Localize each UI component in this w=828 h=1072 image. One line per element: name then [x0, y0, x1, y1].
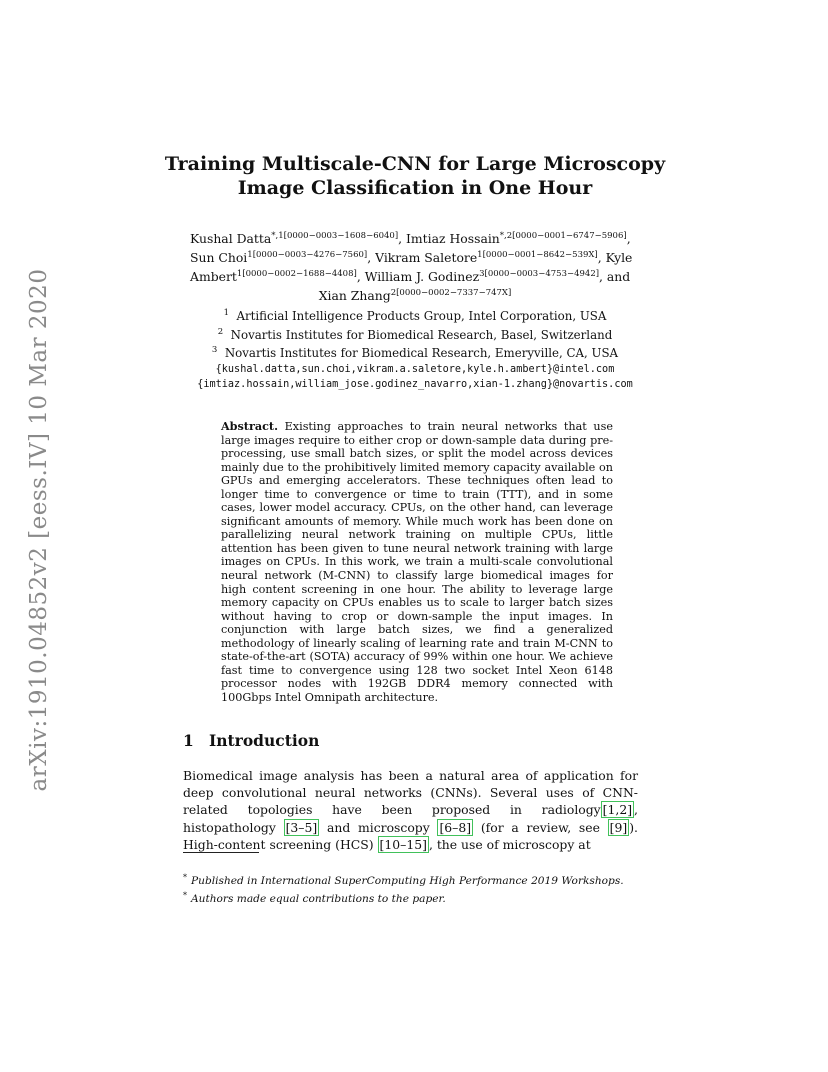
author-name: , Vikram Saletore [367, 250, 478, 265]
arxiv-sidebar [22, 268, 56, 792]
author-list [190, 228, 640, 304]
paragraph-text: (for a review, see [473, 819, 608, 835]
author-orcid: 1[0000−0003−4276−7560] [247, 250, 368, 260]
affiliations [170, 306, 660, 393]
footnote-1 [183, 871, 653, 889]
paragraph-text: and microscopy [319, 819, 438, 835]
author-orcid: 2[0000−0002−7337−747X] [390, 288, 512, 298]
author-separator: , and [599, 269, 631, 284]
author-line-1 [190, 228, 640, 247]
abstract [221, 420, 613, 704]
author-line-3 [190, 266, 640, 285]
paragraph-text: ). High-content screening (HCS) [183, 819, 638, 852]
section-title: Introduction [209, 731, 320, 750]
affiliation-1 [170, 306, 660, 325]
citation-link[interactable]: [6–8] [439, 819, 472, 835]
author-name: Ambert [190, 269, 237, 284]
footnote-marker: * [183, 890, 187, 900]
affiliation-3 [170, 343, 660, 362]
footnote-text: Authors made equal contributions to the paper. [191, 892, 446, 905]
affiliation-text: Artificial Intelligence Products Group, Intel Corporation, USA [236, 309, 607, 323]
affiliation-text: Novartis Institutes for Biomedical Research, Basel, Switzerland [230, 327, 613, 342]
author-name: Xian Zhang [318, 288, 391, 303]
affiliation-marker: 2 [217, 326, 224, 337]
author-line-2 [190, 247, 640, 266]
author-orcid: *,1[0000−0003−1608−6040] [271, 231, 399, 241]
author-name: , William J. Godinez [356, 269, 480, 284]
affiliation-text: Novartis Institutes for Biomedical Research, Emeryville, CA, USA [224, 346, 619, 360]
section-number: 1 [183, 731, 194, 750]
paragraph-text: , the use of microscopy at [428, 836, 591, 852]
author-name: Sun Choi [190, 250, 248, 265]
affiliation-marker: 3 [211, 345, 218, 355]
author-orcid: 1[0000−0001−8642−539X] [477, 250, 598, 260]
footnote-marker: * [183, 873, 187, 882]
citation-link[interactable]: [3–5] [285, 819, 318, 835]
author-line-4 [190, 285, 640, 304]
affiliation-2 [170, 325, 660, 344]
author-separator: , Kyle [597, 250, 633, 265]
footnote-2 [183, 889, 653, 907]
arxiv-identifier: arXiv:1910.04852v2 [eess.IV] 10 Mar 2020 [26, 268, 52, 792]
footnote-text: Published in International SuperComputing High Performance 2019 Workshops. [191, 875, 624, 887]
email-novartis[interactable]: {imtiaz.hossain,william_jose.godinez_navarro,xian-1.zhang}@novartis.com [197, 379, 633, 390]
author-orcid: *,2[0000−0001−6747−5906] [499, 231, 627, 241]
affiliation-marker: 1 [223, 308, 229, 318]
paragraph-text: Biomedical image analysis has been a natural area of application for deep convolutional neural networks (CNNs). Several uses of CNN-related topologies have been proposed in radiology [183, 768, 638, 818]
author-name: Kushal Datta [190, 231, 272, 246]
title-line-1: Training Multiscale-CNN for Large Microscopy [164, 153, 666, 175]
email-intel[interactable]: {kushal.datta,sun.choi,vikram.a.saletore,kyle.h.ambert}@intel.com [215, 363, 615, 375]
paragraph-text: , histopathology [183, 802, 638, 835]
introduction-paragraph [183, 767, 638, 853]
abstract-text: Existing approaches to train neural networks that use large images require to either crop or down-sample data during pre-processing, use small batch sizes, or split the model across devices mainly due to the prohibitively limited memory capacity available on GPUs and emerging accelerators. These techniques often lead to longer time to convergence or time to train (TTT), and in some cases, lower model accuracy. CPUs, on the other hand, can leverage significant amounts of memory. While much work has been done on parallelizing neural network training on multiple CPUs, little attention has been given to tune neural network training with large images on CPUs. In this work, we train a multi-scale convolutional neural network (M-CNN) to classify large biomedical images for high content screening in one hour. The ability to leverage large memory capacity on CPUs enables us to scale to larger batch sizes without having to crop or down-sample the input images. In conjunction with large batch sizes, we find a generalized methodology of linearly scaling of learning rate and train M-CNN to state-of-the-art (SOTA) accuracy of 99% within one hour. We achieve fast time to convergence using 128 two socket Intel Xeon 6148 processor nodes with 192GB DDR4 memory connected with 100Gbps Intel Omnipath architecture. [221, 420, 613, 704]
author-name: , Imtiaz Hossain [398, 231, 500, 246]
title-line-2: Image Classification in One Hour [237, 177, 593, 199]
author-orcid: 3[0000−0003−4753−4942] [479, 269, 600, 279]
citation-link[interactable]: [9] [609, 819, 628, 835]
author-orcid: 1[0000−0002−1688−4408] [236, 269, 357, 279]
citation-link[interactable]: [10–15] [379, 836, 427, 852]
footnotes [183, 871, 653, 906]
abstract-label: Abstract. [221, 419, 278, 433]
paper-title [160, 152, 670, 200]
author-separator: , [626, 231, 631, 246]
citation-link[interactable]: [1,2] [602, 802, 633, 818]
footnote-divider [183, 852, 259, 853]
section-heading-introduction [183, 731, 319, 750]
